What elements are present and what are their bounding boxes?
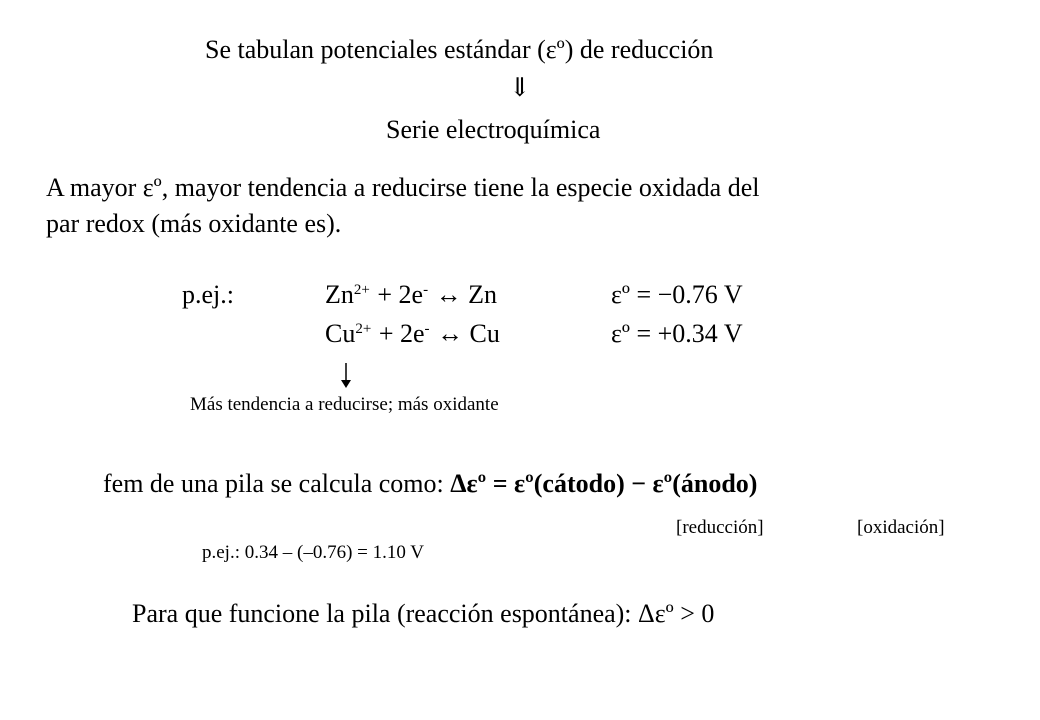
implies-arrow-icon: ⇓ bbox=[509, 73, 531, 102]
annotation-text: Más tendencia a reducirse; más oxidante bbox=[190, 394, 499, 415]
cu-half-reaction bbox=[325, 321, 500, 347]
fem-prefix: fem de una pila se calcula como: bbox=[103, 469, 451, 498]
zn-product: ↔ Zn bbox=[429, 280, 497, 309]
fem-formula: Δεº = εº(cátodo) − εº(ánodo) bbox=[450, 469, 758, 498]
fem-example: p.ej.: 0.34 – (–0.76) = 1.10 V bbox=[202, 542, 424, 563]
cu-electrons: + 2e bbox=[372, 319, 425, 348]
zn-potential: εº = −0.76 V bbox=[611, 280, 743, 309]
zn-element: Zn bbox=[325, 280, 354, 309]
title-line-1: Se tabulan potenciales estándar (εº) de reducción bbox=[205, 35, 714, 64]
cu-potential: εº = +0.34 V bbox=[611, 319, 743, 348]
down-arrow-icon bbox=[336, 363, 356, 389]
label-reduction: [reducción] bbox=[676, 517, 764, 538]
fem-line bbox=[103, 471, 757, 497]
zn-electrons: + 2e bbox=[370, 280, 424, 309]
cu-product: ↔ Cu bbox=[430, 319, 500, 348]
cu-electron-sign: - bbox=[424, 321, 430, 337]
label-oxidation: [oxidación] bbox=[857, 517, 945, 538]
statement-line-2: par redox (más oxidante es). bbox=[46, 209, 342, 238]
cu-charge: 2+ bbox=[355, 321, 372, 337]
statement-line-1: A mayor εº, mayor tendencia a reducirse tiene la especie oxidada del bbox=[46, 173, 760, 202]
zn-half-reaction bbox=[325, 282, 497, 308]
cu-element: Cu bbox=[325, 319, 356, 348]
title-line-2: Serie electroquímica bbox=[386, 115, 601, 144]
spontaneity-condition: Para que funcione la pila (reacción espontánea): Δεº > 0 bbox=[132, 599, 715, 628]
zn-charge: 2+ bbox=[353, 282, 370, 298]
example-label: p.ej.: bbox=[182, 280, 234, 309]
zn-electron-sign: - bbox=[423, 282, 429, 298]
